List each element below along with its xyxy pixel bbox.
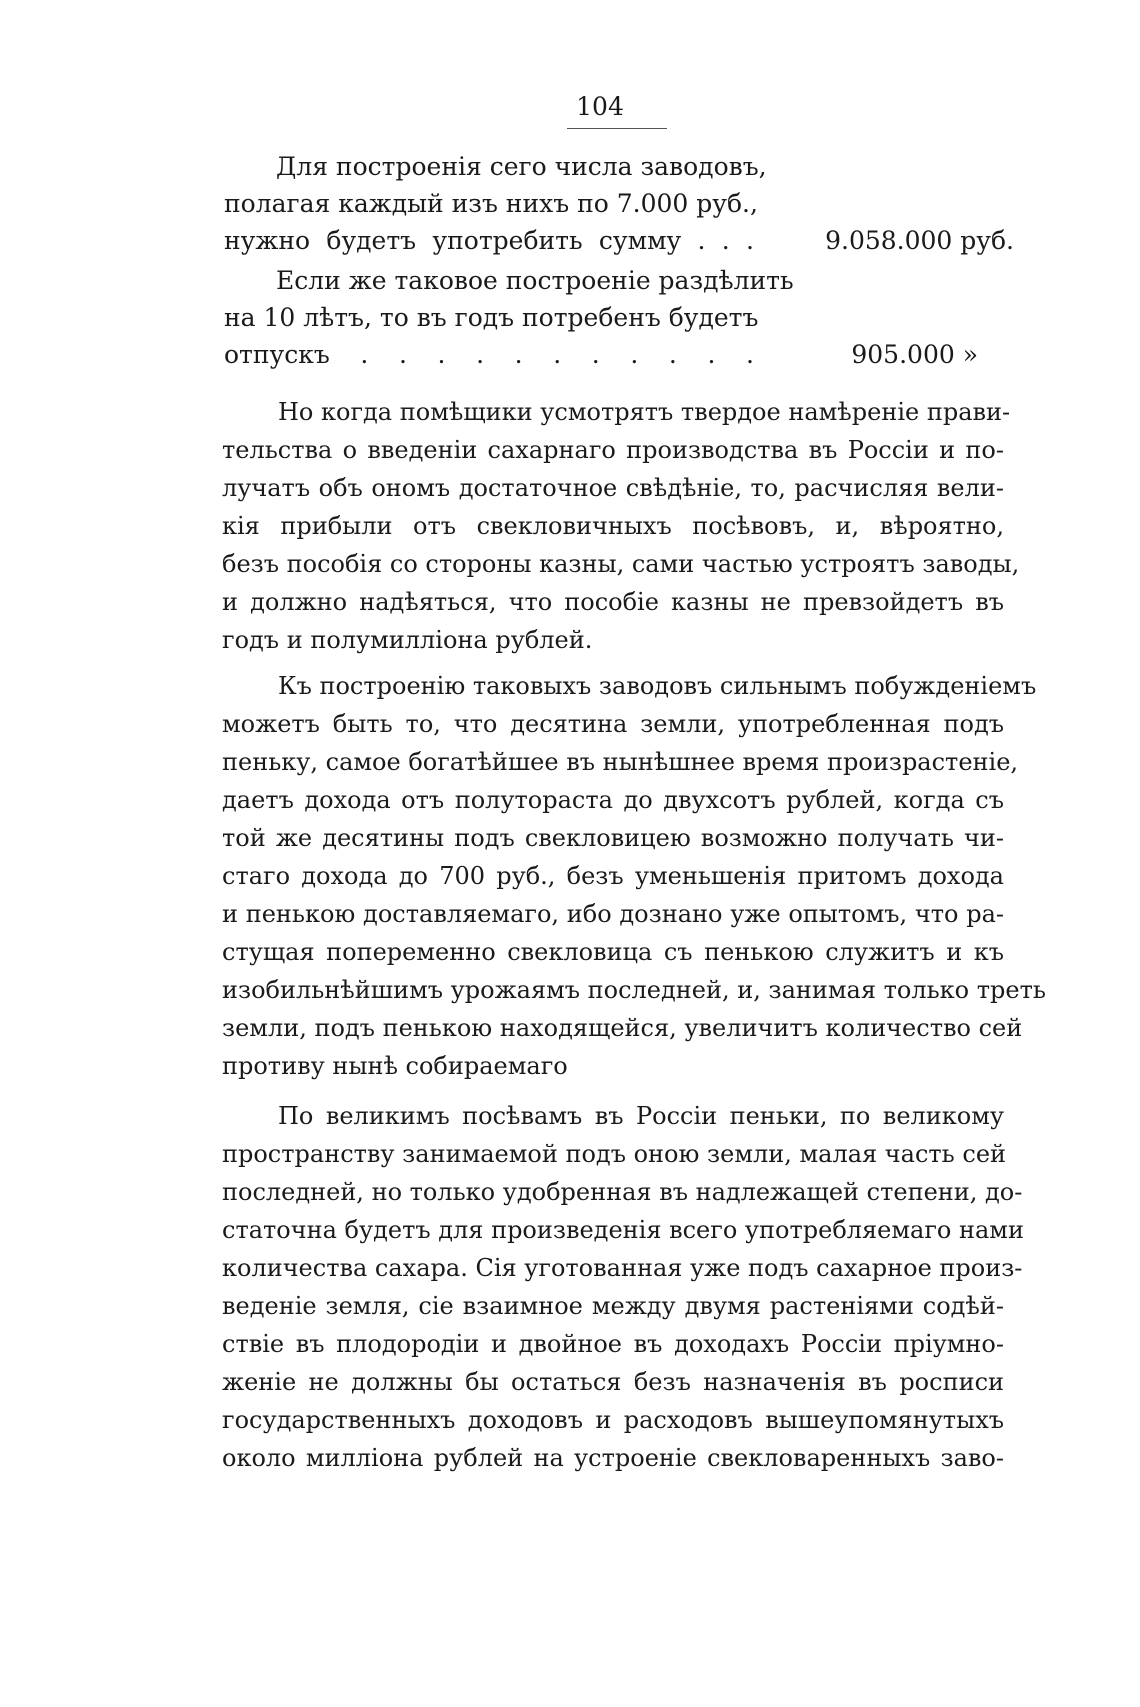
text-line: количества сахара. Сія уготованная уже подъ сахарное произ- (222, 1254, 1023, 1282)
text-line: около милліона рублей на устроеніе свекловаренныхъ заво- (222, 1444, 1004, 1472)
text-line: тельства о введеніи сахарнаго производства въ Россіи и по- (222, 436, 1004, 464)
text-line: пространству занимаемой подъ оною земли, малая часть сей (222, 1140, 1007, 1168)
text-line: Къ построенію таковыхъ заводовъ сильнымъ побужденіемъ (278, 672, 1037, 700)
calc-line: отпускъ . . . . . . . . . . . (224, 340, 754, 369)
text-line: государственныхъ доходовъ и расходовъ вышеупомянутыхъ (222, 1406, 1004, 1434)
text-line: стущая попеременно свекловица съ пенькою служитъ и къ (222, 938, 1004, 966)
text-line: стаго дохода до 700 руб., безъ уменьшенія притомъ дохода (222, 862, 1004, 890)
calc-line: Для построенія сего числа заводовъ, (276, 152, 767, 181)
page-number-rule (567, 128, 667, 129)
page-number: 104 (576, 92, 624, 121)
text-line: Но когда помѣщики усмотрятъ твердое намѣреніе прави- (278, 398, 1011, 426)
text-line: безъ пособія со стороны казны, сами частью устроятъ заводы, (222, 550, 1020, 578)
text-line: последней, но только удобренная въ надлежащей степени, до- (222, 1178, 1023, 1206)
text-line: даетъ дохода отъ полутораста до двухсотъ рублей, когда съ (222, 786, 1004, 814)
calc-block-construction-cost (224, 148, 1014, 259)
calc-line: полагая каждый изъ нихъ по 7.000 руб., (224, 189, 758, 218)
text-line: той же десятины подъ свекловицею возможно получать чи- (222, 824, 1004, 852)
text-line: и пенькою доставляемаго, ибо дознано уже опытомъ, что ра- (222, 900, 1004, 928)
calc-lines (224, 148, 767, 259)
calc-line: нужно будетъ употребить сумму . . . (224, 226, 754, 255)
calc-line: Если же таковое построеніе раздѣлить (276, 266, 794, 295)
paragraph (222, 667, 1046, 1085)
calc-block-annual-allotment (224, 262, 1014, 373)
text-line: По великимъ посѣвамъ въ Россіи пеньки, по великому (278, 1102, 1004, 1130)
text-line: статочна будетъ для произведенія всего употребляемаго нами (222, 1216, 1024, 1244)
text-line: лучатъ объ ономъ достаточное свѣдѣніе, то, расчисляя вели- (222, 474, 1004, 502)
text-line: пеньку, самое богатѣйшее въ нынѣшнее время произрастеніе, (222, 748, 1019, 776)
text-line: веденіе земля, сіе взаимное между двумя растеніями содѣй- (222, 1292, 1004, 1320)
text-line: годъ и полумилліона рублей. (222, 626, 593, 654)
paragraph (222, 393, 1020, 659)
calc-line: на 10 лѣтъ, то въ годъ потребенъ будетъ (224, 303, 759, 332)
text-line: можетъ быть то, что десятина земли, употребленная подъ (222, 710, 1004, 738)
text-line: изобильнѣйшимъ урожаямъ последней, и, занимая только треть (222, 976, 1046, 1004)
text-line: кія прибыли отъ свекловичныхъ посѣвовъ, и, вѣроятно, (222, 512, 1004, 540)
text-line: ствіе въ плодородіи и двойное въ доходахъ Россіи пріумно- (222, 1330, 1004, 1358)
calc-lines (224, 262, 794, 373)
calc-amount: 9.058.000 руб. (825, 226, 1014, 255)
text-line: противу нынѣ собираемаго (222, 1052, 568, 1080)
text-line: и должно надѣяться, что пособіе казны не превзойдетъ въ (222, 588, 1004, 616)
text-line: земли, подъ пенькою находящейся, увеличитъ количество сей (222, 1014, 1023, 1042)
calc-amount: 905.000 » (851, 340, 978, 369)
paragraph (222, 1097, 1024, 1477)
text-line: женіе не должны бы остаться безъ назначенія въ росписи (222, 1368, 1004, 1396)
